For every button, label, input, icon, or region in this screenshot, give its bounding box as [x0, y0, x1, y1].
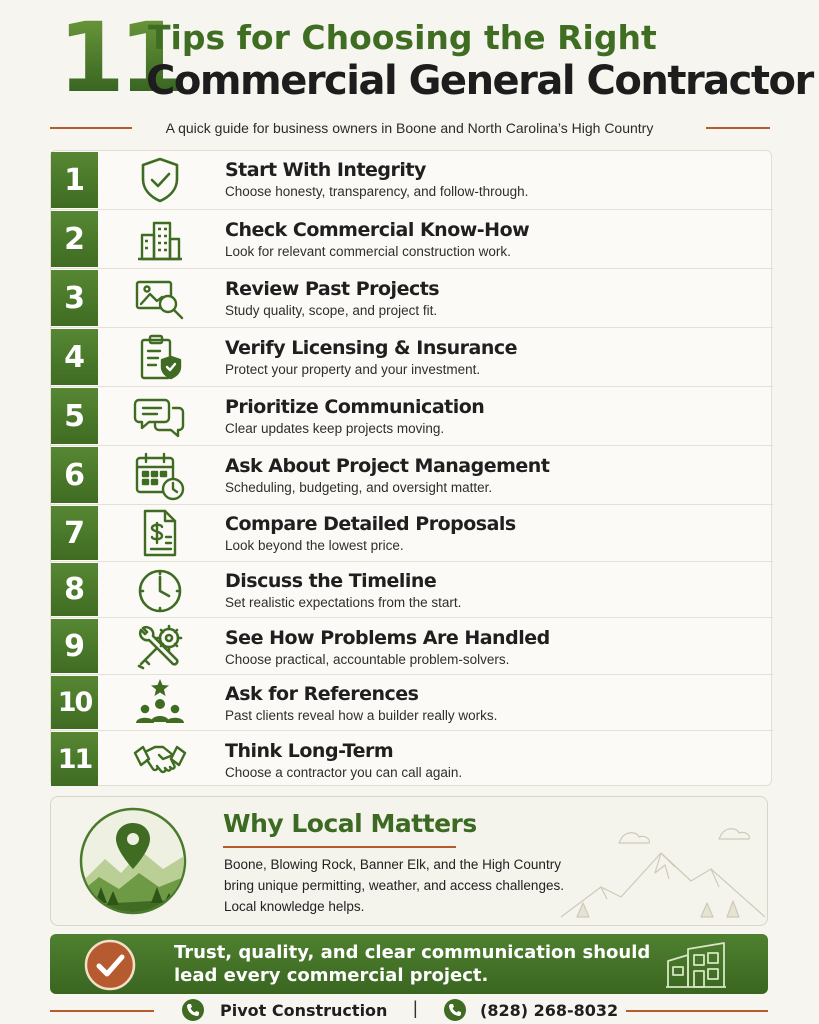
tip-number: 2: [51, 211, 98, 267]
title-line-1: Tips for Choosing the Right: [148, 18, 657, 57]
tip-row-6: [51, 445, 773, 504]
footer-rule-left: [50, 1010, 154, 1012]
image-search-icon: [133, 272, 187, 326]
tip-number: 6: [51, 447, 98, 503]
tip-row-10: [51, 674, 773, 730]
subtitle-rule-right: [706, 127, 770, 129]
company-name: Pivot Construction: [220, 1000, 388, 1020]
clock-icon: [133, 563, 187, 617]
footer-rule-right: [626, 1010, 768, 1012]
tip-number: 8: [51, 563, 98, 616]
tips-list: [50, 150, 772, 786]
tip-desc: Past clients reveal how a builder really works.: [225, 708, 498, 723]
building-icon: [133, 213, 187, 267]
local-title-rule: [223, 846, 456, 848]
tip-desc: Look for relevant commercial construction work.: [225, 244, 511, 259]
title-line-2: Commercial General Contractor: [146, 58, 813, 104]
tip-number: 4: [51, 329, 98, 385]
tip-title: Prioritize Communication: [225, 396, 485, 418]
why-local-panel: [50, 796, 768, 926]
tip-row-2: [51, 209, 773, 268]
local-title: Why Local Matters: [223, 809, 477, 838]
tip-title: See How Problems Are Handled: [225, 627, 550, 649]
tip-title: Check Commercial Know-How: [225, 219, 530, 241]
shield-check-icon: [133, 153, 187, 207]
big-number: 11: [58, 2, 180, 114]
tip-desc: Choose a contractor you can call again.: [225, 765, 463, 780]
calendar-clock-icon: [133, 449, 187, 503]
local-text-line: Boone, Blowing Rock, Banner Elk, and the High Country: [224, 857, 561, 872]
tip-title: Think Long-Term: [225, 740, 394, 762]
tip-number: 9: [51, 619, 98, 673]
tip-row-5: [51, 386, 773, 445]
handshake-icon: [133, 733, 187, 787]
tip-number: 11: [51, 732, 98, 786]
tip-desc: Choose honesty, transparency, and follow-through.: [225, 184, 529, 199]
local-text-line: bring unique permitting, weather, and access challenges.: [224, 878, 564, 893]
tip-row-11: [51, 730, 773, 787]
chat-bubbles-icon: [133, 390, 187, 444]
mountain-illustration: [551, 817, 767, 926]
local-text-line: Local knowledge helps.: [224, 899, 365, 914]
tip-desc: Clear updates keep projects moving.: [225, 421, 445, 436]
tip-title: Review Past Projects: [225, 278, 440, 300]
map-pin-mountain-icon: [79, 807, 187, 915]
phone-icon: [444, 999, 466, 1021]
subtitle: A quick guide for business owners in Boone and North Carolina’s High Country: [165, 120, 654, 136]
phone-number[interactable]: (828) 268-8032: [480, 1000, 619, 1020]
tip-number: 3: [51, 270, 98, 326]
checkmark-badge-icon: [84, 939, 136, 991]
tools-gear-icon: [133, 620, 187, 674]
banner-message: [174, 941, 650, 987]
tip-desc: Scheduling, budgeting, and oversight matter.: [225, 480, 493, 495]
footer-phone[interactable]: [444, 998, 618, 1022]
tip-row-9: [51, 617, 773, 674]
tip-number: 5: [51, 388, 98, 444]
phone-icon: [182, 999, 204, 1021]
building-outline-icon: [664, 941, 728, 989]
header: [0, 0, 819, 150]
tip-number: 7: [51, 506, 98, 560]
tip-row-7: [51, 504, 773, 561]
people-star-icon: [133, 676, 187, 730]
tip-desc: Choose practical, accountable problem-solvers.: [225, 652, 510, 667]
clipboard-shield-icon: [133, 331, 187, 385]
footer-company: [182, 998, 387, 1022]
dollar-document-icon: [133, 507, 187, 561]
tip-title: Verify Licensing & Insurance: [225, 337, 518, 359]
tip-desc: Set realistic expectations from the start.: [225, 595, 462, 610]
tip-row-4: [51, 327, 773, 386]
tip-number: 10: [51, 676, 98, 729]
tip-desc: Protect your property and your investment.: [225, 362, 481, 377]
bottom-banner: [50, 934, 768, 994]
tip-title: Start With Integrity: [225, 159, 426, 181]
tip-desc: Look beyond the lowest price.: [225, 538, 404, 553]
banner-line-2: lead every commercial project.: [174, 965, 489, 986]
tip-title: Discuss the Timeline: [225, 570, 437, 592]
tip-title: Compare Detailed Proposals: [225, 513, 516, 535]
tip-row-8: [51, 561, 773, 617]
tip-title: Ask About Project Management: [225, 455, 550, 477]
tip-number: 1: [51, 152, 98, 208]
footer-separator: |: [413, 998, 418, 1018]
tip-row-1: [51, 151, 773, 209]
tip-row-3: [51, 268, 773, 327]
banner-line-1: Trust, quality, and clear communication should: [174, 942, 651, 963]
tip-title: Ask for References: [225, 683, 419, 705]
tip-desc: Study quality, scope, and project fit.: [225, 303, 438, 318]
